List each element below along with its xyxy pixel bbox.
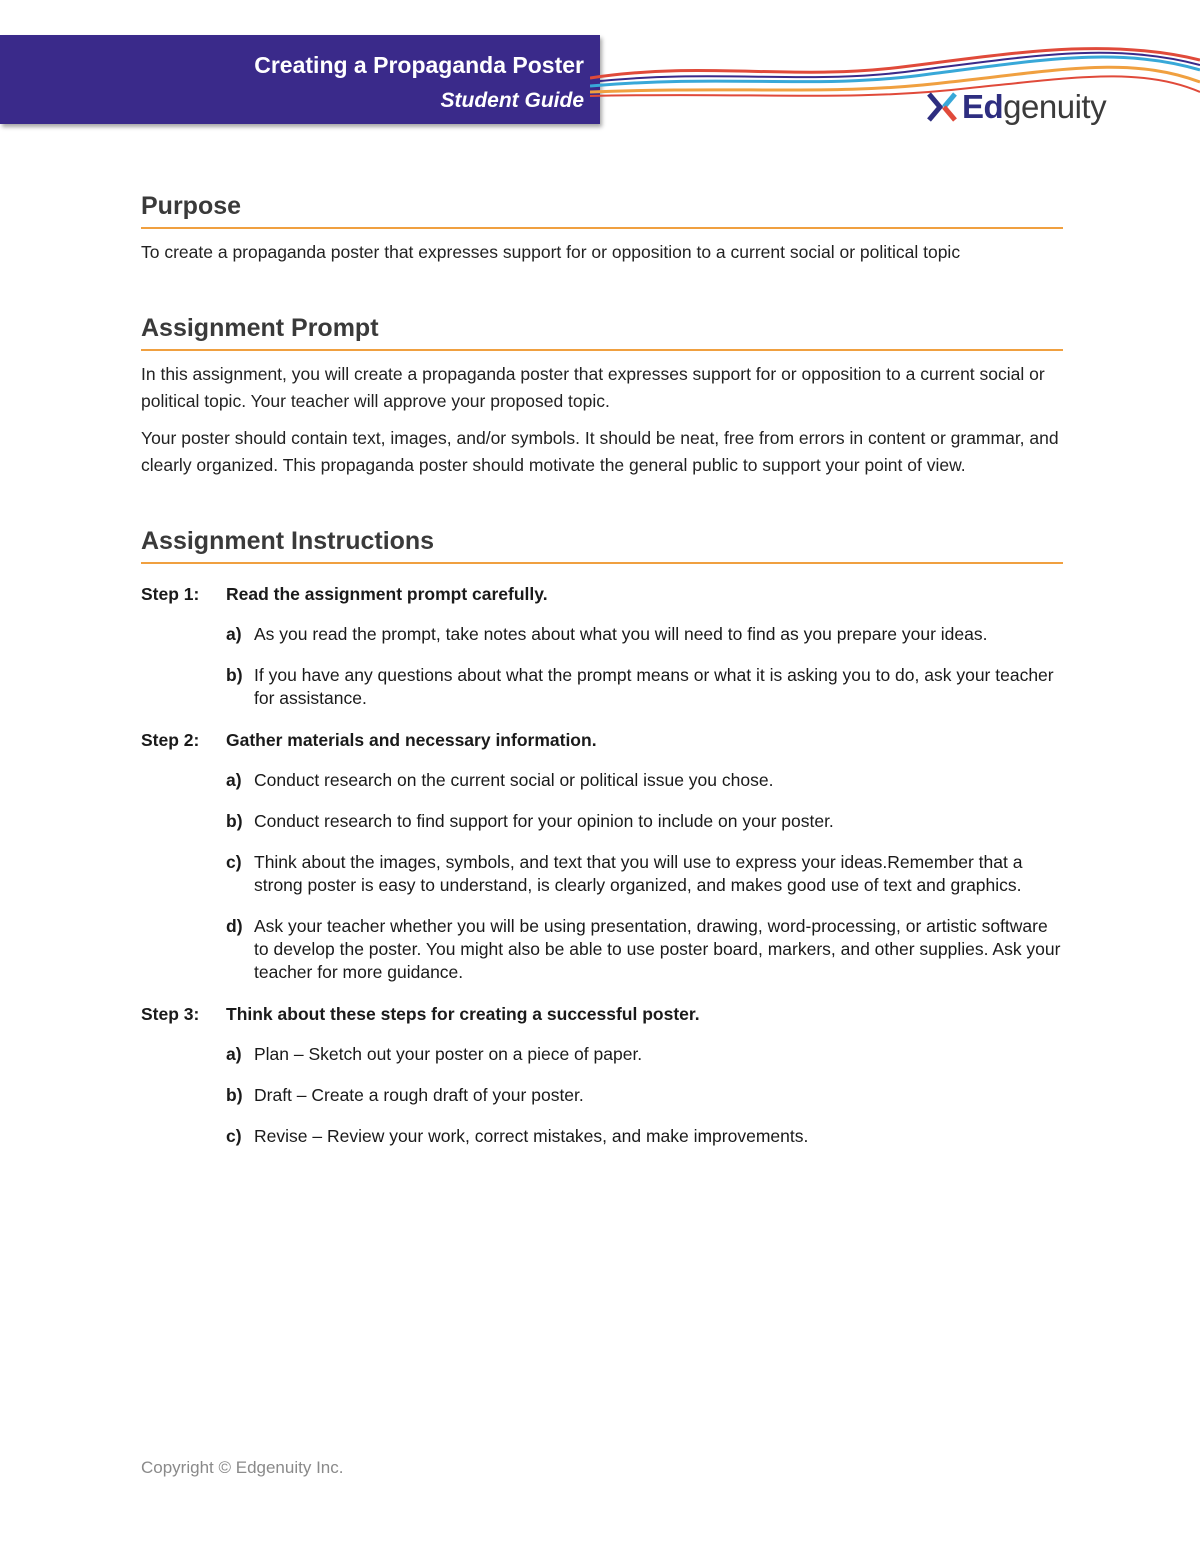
step-3 [141,1004,1063,1025]
document-title: Creating a Propaganda Poster [254,52,584,78]
list-item: b) If you have any questions about what the prompt means or what it is asking you to do, ask your teacher for assistance. [226,665,1054,708]
document-subtitle: Student Guide [440,89,584,112]
header-banner [0,35,600,124]
list-item: d) Ask your teacher whether you will be using presentation, drawing, word-processing, or artistic software to develop the poster. You might also be able to use poster board, markers, and other supplies. Ask your teacher for more guidance. [226,916,1061,982]
list-item: a) Conduct research on the current social or political issue you chose. [226,770,774,790]
instructions-heading: Assignment Instructions [141,527,1063,564]
step-2-items [141,769,1063,984]
prompt-paragraph: Your poster should contain text, images, and/or symbols. It should be neat, free from errors in content or grammar, and clearly organized. This propaganda poster should motivate the general public to support your point of view. [141,428,1059,475]
instructions-section [141,527,1063,1148]
decorative-waves [590,30,1200,110]
edgenuity-x-icon [926,91,958,123]
purpose-text: To create a propaganda poster that expresses support for or opposition to a current social or political topic [141,242,961,262]
footer-copyright: Copyright © Edgenuity Inc. [141,1458,344,1477]
step-title: Read the assignment prompt carefully. [226,584,548,604]
list-item: b) Draft – Create a rough draft of your poster. [226,1085,584,1105]
logo-wordmark: Edgenuity [962,88,1107,125]
purpose-section [141,192,1063,266]
edgenuity-logo [926,88,1106,126]
step-label: Step 3: [141,1004,200,1024]
list-item: b) Conduct research to find support for your opinion to include on your poster. [226,811,834,831]
prompt-paragraph: In this assignment, you will create a propaganda poster that expresses support for or opposition to a current social or political topic. Your teacher will approve your proposed topic. [141,364,1045,411]
step-1 [141,584,1063,605]
step-title: Gather materials and necessary information. [226,730,597,750]
prompt-section [141,314,1063,479]
list-item: a) As you read the prompt, take notes about what you will need to find as you prepare your ideas. [226,624,988,644]
step-title: Think about these steps for creating a successful poster. [226,1004,700,1024]
list-item: c) Think about the images, symbols, and text that you will use to express your ideas.Remember that a strong poster is easy to understand, is clearly organized, and makes good use of text and graphics. [226,852,1023,895]
step-1-items [141,623,1063,710]
purpose-heading: Purpose [141,192,1063,229]
list-item: a) Plan – Sketch out your poster on a piece of paper. [226,1044,643,1064]
step-3-items [141,1043,1063,1148]
step-2 [141,730,1063,751]
prompt-heading: Assignment Prompt [141,314,1063,351]
step-label: Step 1: [141,584,200,604]
list-item: c) Revise – Review your work, correct mistakes, and make improvements. [226,1126,809,1146]
step-label: Step 2: [141,730,200,750]
